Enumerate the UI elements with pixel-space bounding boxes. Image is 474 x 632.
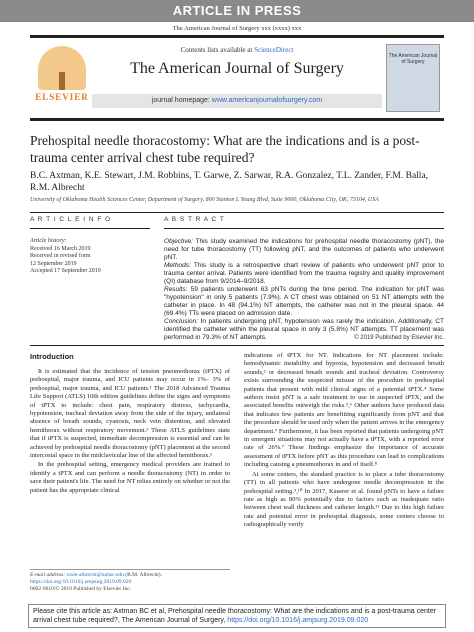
methods-label: Methods:: [164, 262, 191, 269]
issn-line: 0002-9610/© 2019 Published by Elsevier Inc.: [30, 586, 132, 592]
intro-paragraph: It is estimated that the incidence of tension pneumothorax (tPTX) of prehospital, major trauma, and ICU patients may occur in 1%– 3% of prehospital, major trauma, and ICU patients.¹ The 2018 Advanced Trauma Life Support (ATLS) 10th edition guidelines define the signs and symptoms of tPTX to include: chest pain, respiratory distress, tachycardia, hypotension, tracheal deviation away from the side of the injury, unilateral absence of breath sounds, cyanosis, neck vein distention, and elevated hemithorax without respiratory movement.² These ATLS guidelines state that if tPTX is suspected, immediate decompression is essential and can be achieved by prehospital needle thoracostomy (pNT) placement at the second intercostal space in the midclavicular line of the affected hemithorax.²: [30, 368, 230, 460]
journal-cover-thumbnail: [386, 44, 440, 112]
abstract-objective: [164, 238, 444, 262]
email-link[interactable]: rosie-albrecht@ouhsc.edu: [66, 572, 124, 578]
citation-box: [28, 604, 446, 628]
cover-title: The American Journal of Surgery: [388, 53, 438, 65]
sciencedirect-link[interactable]: ScienceDirect: [254, 46, 294, 54]
author-affiliation: University of Oklahoma Health Sciences Center, Department of Surgery, 800 Stanton L Young Blvd, Suite 9000, Oklahoma City, OK, 73104, USA: [30, 197, 379, 203]
article-history-heading: Article history:: [30, 238, 67, 244]
intro-right-column: [244, 352, 444, 530]
homepage-link[interactable]: www.americanjournalofsurgery.com: [211, 97, 323, 104]
elsevier-tree-icon: [38, 46, 86, 90]
publisher-name: ELSEVIER: [35, 92, 89, 102]
abstract-bottom-rule: [30, 345, 444, 346]
received-date: Received 16 March 2019: [30, 245, 91, 252]
abstract-body: [164, 238, 444, 342]
results-label: Results:: [164, 286, 188, 293]
article-title: Prehospital needle thoracostomy: What are the indications and is a post-trauma center arrival chest tube required?: [30, 133, 420, 165]
author-list: B.C. Axtman, K.E. Stewart, J.M. Robbins, T. Garwe, Z. Sarwar, R.A. Gonzalez, T.L. Zander, F.M. Balla, R.M. Albrecht: [30, 171, 429, 193]
article-history: [30, 238, 150, 276]
email-owner: (R.M. Albrecht).: [125, 572, 162, 578]
results-text: 59 patients underwent 63 pNTs during the time period. The indication for pNT was "hypotension" in only 5 patients (7.9%). A CT chest was obtained on 51 NT attempts with the catheter in place. In 48 (94.1%) NT attempts, the catheter was not in the pleural space. 44 (69.4%) TTs were placed on admission date.: [164, 286, 444, 317]
abstract-label: A B S T R A C T: [164, 216, 225, 223]
email-line: [30, 572, 230, 579]
abstract-results: [164, 286, 444, 318]
intro-left-column: [30, 368, 230, 495]
copyright-notice: © 2019 Published by Elsevier Inc.: [354, 335, 444, 341]
journal-citation-line: The American Journal of Surgery xxx (xxxx) xxx: [172, 25, 302, 32]
conclusion-text: In patients undergoing pNT, hypotension was rarely the indication. Additionally, CT identified the catheter within the pleural space in only 3 (5.8%) NT attempts. TT placement was performed in 79.3% of NT attempts.: [164, 318, 445, 341]
intro-paragraph: At some centers, the standard practice is to place a tube thoracostomy (TT) in all patients who have undergone needle decompression in the prehospital setting.⁹,¹⁰ In 2017, Kaserer et al. found pNTs to have a failure rate as high as 80% potentially due to factors such as inadequate ratio between chest wall thickness and catheter length.¹¹ Due to this high failure rate and potential error in prehospital diagnosis, some centers choose to radiographically verify: [244, 470, 444, 529]
intro-paragraph: indications of tPTX for NT. Indications for NT placement include: hemodynamic instability and hypoxia, hypotension and decreased breath sounds,³ or decreased breath sounds and tracheal deviation. Controversy exists surrounding the suspected misuse of the procedure in prehospital patients that present with mild clinical signs of a potential tPTX.⁴ Some authors insist pNT is a safe treatment to use in suspected tPTX, and the associated benefits outweigh the risks.⁵,⁶ Other authors have produced data that indicates few patients are benefitting significantly from pNT and that the procedure should be used only when the patient arrives in the emergency department.⁷ Furthermore, it has been reported that patients undergoing pNT in emergent situations may not actually have a tPTX, with a reported error rate of 26%.⁷ These findings emphasize the importance of accurate assessment of tPTX before pNT as this procedure can lead to complications including causing a pneumothorax in and of itself.⁸: [244, 352, 444, 469]
conclusion-label: Conclusion:: [164, 318, 198, 325]
article-info-rule: [30, 228, 150, 229]
citation-text: Please cite this article as: Axtman BC et al, Prehospital needle thoracostomy: What are the indications and is a post-trauma center arrival chest tube required?, The American Journal of Surgery,: [33, 608, 437, 624]
citation-doi-link[interactable]: https://doi.org/10.1016/j.amjsurg.2019.09.020: [227, 617, 369, 624]
journal-masthead: [30, 35, 444, 121]
intro-paragraph: In the prehospital setting, emergency medical providers are trained to identify a tPTX and can perform a needle thoracostomy (NT) in order to save their patient's life. The need for NT relies entirely on whether or not the patient has the appropriate clinical: [30, 461, 230, 494]
contents-available-line: [92, 46, 382, 54]
objective-label: Objective:: [164, 238, 193, 245]
masthead-center: [92, 46, 382, 78]
contents-prefix: Contents lists available at: [180, 46, 253, 54]
doi-link[interactable]: https://doi.org/10.1016/j.amjsurg.2019.09.020: [30, 579, 132, 585]
homepage-label: journal homepage:: [151, 97, 210, 104]
revised-date: 12 September 2019: [30, 260, 77, 267]
article-in-press-banner: ARTICLE IN PRESS: [0, 0, 474, 22]
objective-text: This study examined the indications for prehospital needle thoracostomy (pNT), the need for tube thoracostomy (TT) following pNT, and the outcomes of patients who underwent pNT.: [164, 238, 444, 261]
section-divider: [30, 212, 444, 213]
accepted-date: Accepted 17 September 2019: [30, 268, 101, 274]
abstract-rule: [164, 228, 444, 229]
email-label: E-mail address:: [30, 572, 66, 578]
introduction-heading: Introduction: [30, 352, 74, 361]
elsevier-logo: [34, 44, 90, 108]
journal-title: The American Journal of Surgery: [130, 60, 344, 77]
corresponding-footnote: [30, 569, 230, 593]
journal-homepage-bar: [92, 94, 382, 108]
revised-label: Received in revised form: [30, 253, 91, 259]
abstract-methods: [164, 262, 444, 286]
methods-text: This study is a retrospective chart review of patients who underwent pNT prior to trauma center arrival. Patients were identified from the trauma registry and quality improvement (QI) database from 9/2014–9/2018.: [164, 262, 444, 285]
article-info-label: A R T I C L E I N F O: [30, 216, 112, 223]
